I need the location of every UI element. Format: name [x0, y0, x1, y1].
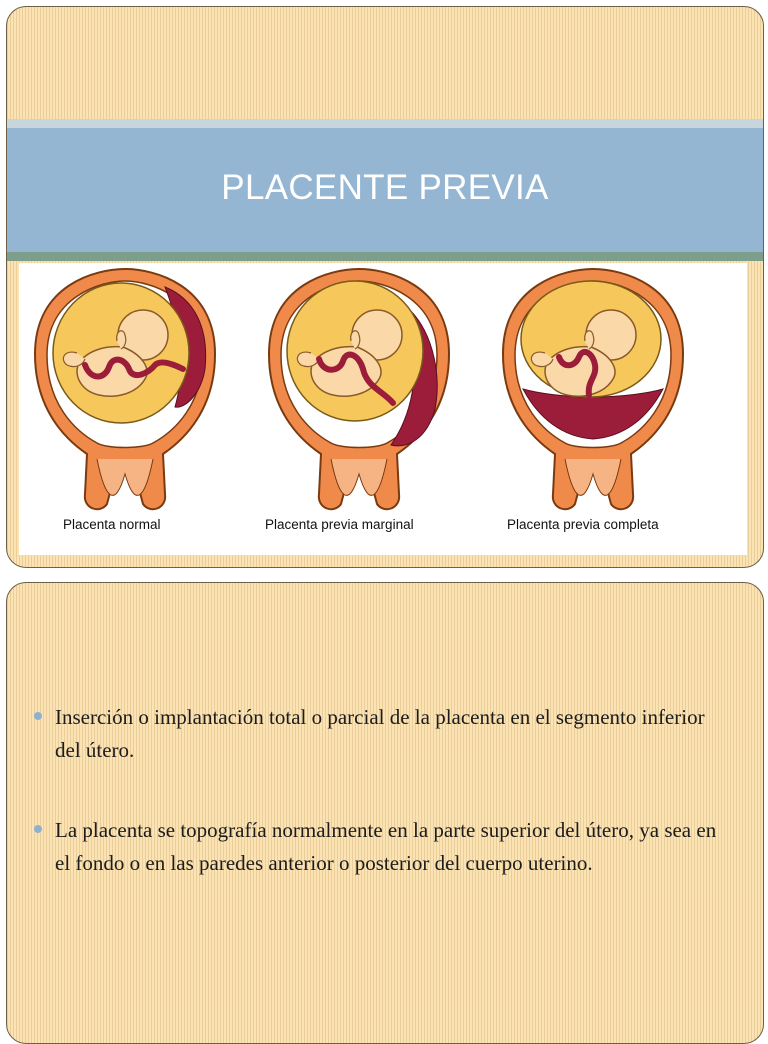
diagram-placenta-previa-completa	[503, 269, 683, 509]
bullet-item	[33, 701, 733, 767]
title-band-bottom-line	[7, 252, 763, 261]
title-band	[7, 119, 763, 261]
diagram-placenta-previa-marginal	[269, 269, 449, 509]
placenta-diagram	[19, 263, 747, 555]
title-band-top-line	[7, 119, 763, 128]
bullet-text: Inserción o implantación total o parcial de la placenta en el segmento inferior del útero.	[55, 705, 705, 762]
bullet-item	[33, 814, 733, 880]
slide-2	[6, 582, 764, 1044]
label-placenta-previa-marginal: Placenta previa marginal	[265, 517, 414, 532]
label-placenta-previa-completa: Placenta previa completa	[507, 517, 659, 532]
slide-title: PLACENTE PREVIA	[221, 168, 549, 207]
bullet-text: La placenta se topografía normalmente en la parte superior del útero, ya sea en el fondo o en las paredes anterior o posterior del cuerpo uterino.	[55, 818, 717, 875]
label-placenta-normal: Placenta normal	[63, 517, 161, 532]
diagram-placenta-normal	[35, 269, 215, 509]
bullet-list	[33, 701, 733, 927]
bullet-dot-icon	[34, 712, 42, 720]
title-band-background	[7, 128, 763, 252]
bullet-dot-icon	[34, 825, 42, 833]
slide-1	[6, 6, 764, 568]
